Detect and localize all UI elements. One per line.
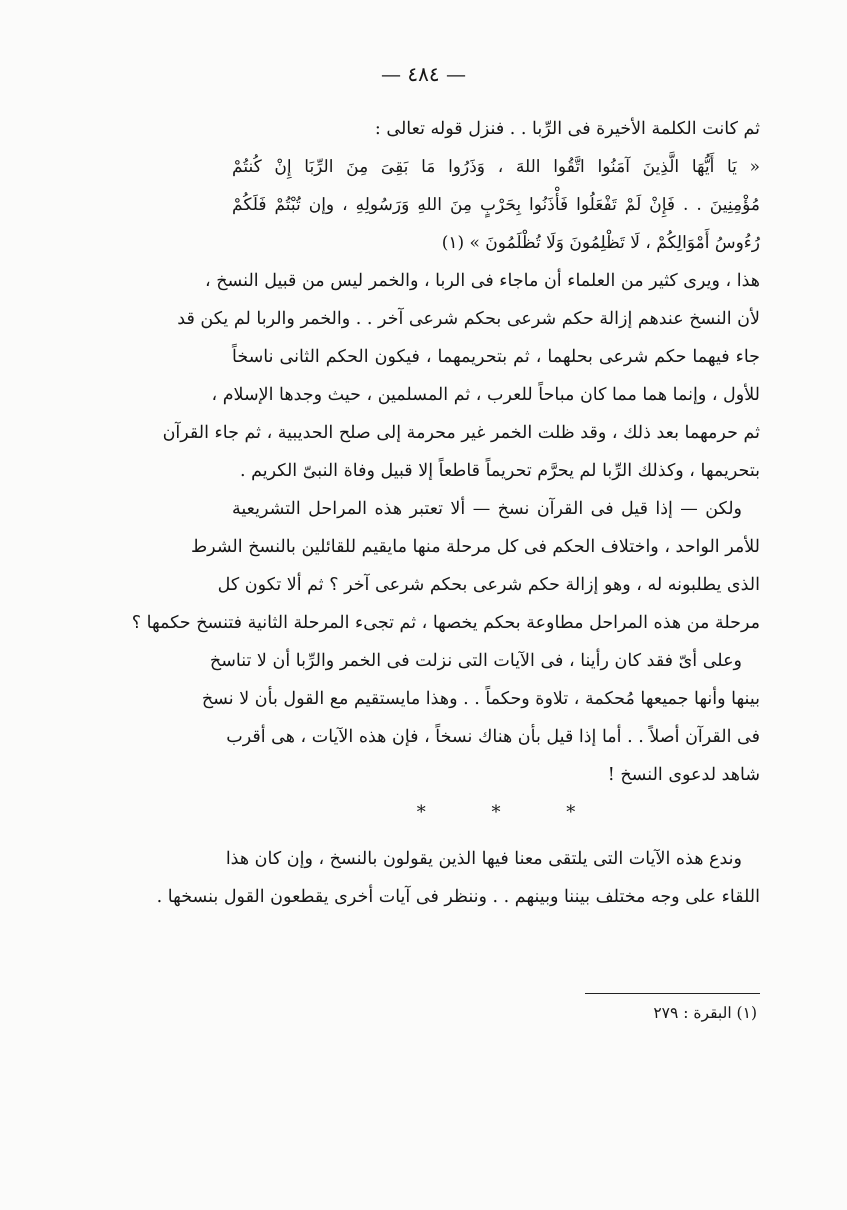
page-number: — ٤٨٤ — (381, 62, 466, 86)
text-line: اللقاء على وجه مختلف بيننا وبينهم . . وننظر فى آيات أخرى يقطعون القول بنسخها . (156, 887, 760, 907)
text-line: فى القرآن أصلاً . . أما إذا قيل بأن هناك نسخاً ، فإن هذه الآيات ، هى أقرب (226, 727, 760, 747)
footnote-rule (585, 993, 760, 994)
text-line: بينها وأنها جميعها مُحكمة ، تلاوة وحكماً . . وهذا مايستقيم مع القول بأن لا نسخ (201, 689, 760, 709)
verse-line: مُؤْمِنِينَ . . فَإِنْ لَمْ تَفْعَلُوا فَأْذَنُوا بِحَرْبٍ مِنَ اللهِ وَرَسُولِهِ ، وإن تُبْتُمْ فَلَكُمْ (232, 195, 760, 215)
text-line: للأول ، وإنما هما مما كان مباحاً للعرب ، ثم المسلمين ، حيث وجدها الإسلام ، (211, 385, 760, 405)
text-line: جاء فيهما حكم شرعى بحلهما ، ثم بتحريمهما ، فيكون الحكم الثانى ناسخاً (232, 347, 760, 367)
footnote: (١) البقرة : ٢٧٩ (653, 1004, 757, 1022)
section-separator: * * * (416, 802, 606, 823)
verse-line: رُءُوسُ أَمْوَالِكُمْ ، لَا تَظْلِمُونَ وَلَا تُظْلَمُونَ » (١) (441, 233, 760, 253)
verse-line: « يَا أَيُّهَا الَّذِينَ آمَنُوا اتَّقُوا اللهَ ، وَذَرُوا مَا بَقِىَ مِنَ الرِّبَا إِنْ كُنتُمْ (232, 157, 760, 177)
text-line: لأن النسخ عندهم إزالة حكم شرعى بحكم شرعى آخر . . والخمر والربا لم يكن قد (177, 309, 760, 329)
text-line: وندع هذه الآيات التى يلتقى معنا فيها الذين يقولون بالنسخ ، وإن كان هذا (225, 849, 742, 869)
text-line: ثم كانت الكلمة الأخيرة فى الرِّبا . . فنزل قوله تعالى : (374, 119, 760, 139)
text-line: شاهد لدعوى النسخ ! (607, 765, 760, 785)
text-line: ولكن — إذا قيل فى القرآن نسخ — ألا تعتبر هذه المراحل التشريعية (232, 499, 742, 519)
text-line: للأمر الواحد ، واختلاف الحكم فى كل مرحلة منها مايقيم للقائلين بالنسخ الشرط (190, 537, 760, 557)
text-line: ثم حرمهما بعد ذلك ، وقد ظلت الخمر غير محرمة إلى صلح الحديبية ، ثم جاء القرآن (162, 423, 760, 443)
page-body (131, 110, 760, 916)
text-line: بتحريمها ، وكذلك الرِّبا لم يحرَّم تحريماً قاطعاً إلا قبيل وفاة النبىّ الكريم . (239, 461, 760, 481)
text-line: وعلى أىّ فقد كان رأينا ، فى الآيات التى نزلت فى الخمر والرِّبا أن لا تناسخ (209, 651, 742, 671)
text-line: هذا ، ويرى كثير من العلماء أن ماجاء فى الربا ، والخمر ليس من قبيل النسخ ، (205, 271, 760, 291)
text-line: مرحلة من هذه المراحل مطاوعة بحكم يخصها ، ثم تجىء المرحلة الثانية فتنسخ حكمها ؟ (131, 613, 760, 633)
text-line: الذى يطلبونه له ، وهو إزالة حكم شرعى بحكم شرعى آخر ؟ ثم ألا تكون كل (217, 575, 760, 595)
